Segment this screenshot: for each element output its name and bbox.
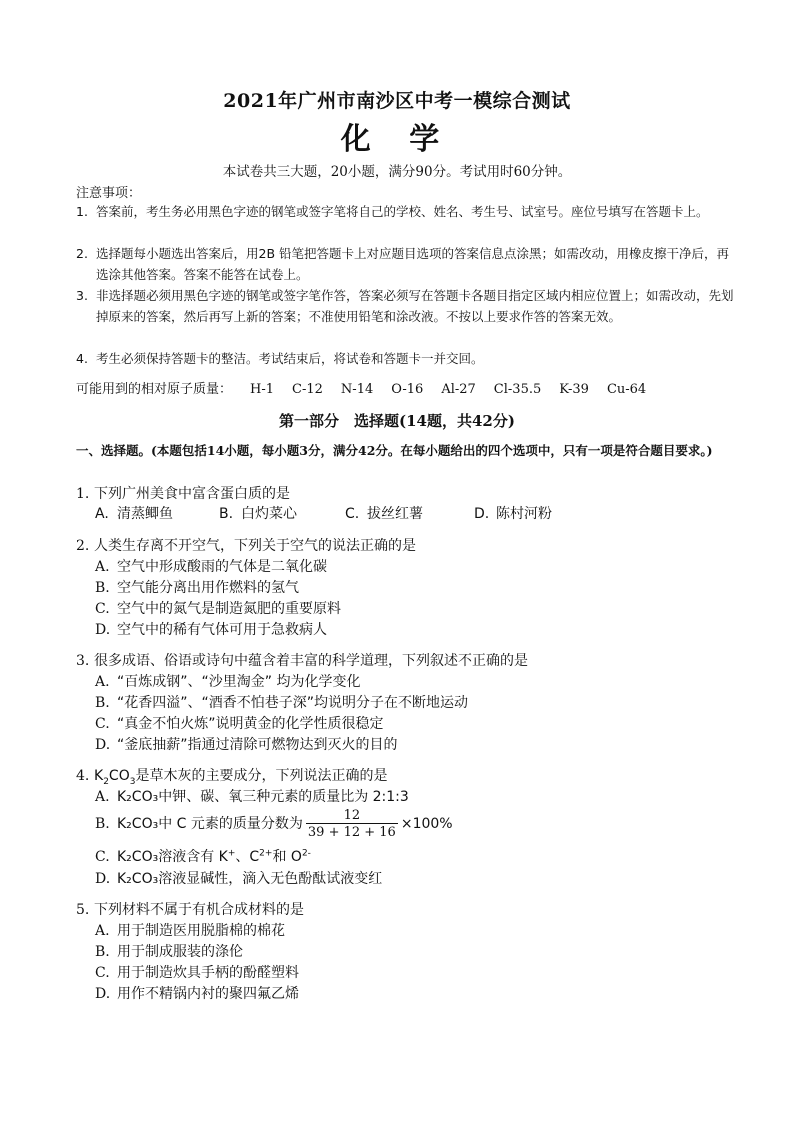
question-number: 4. (76, 768, 90, 784)
note-text: 考生必须保持答题卡的整洁。考试结束后，将试卷和答题卡一并交回。 (96, 351, 484, 366)
option-formula: K₂CO₃ (117, 789, 159, 805)
atomic-mass-value: K-39 (559, 382, 589, 397)
note-text: 选择题每小题选出答案后，用2B 铅笔把答题卡上对应题目选项的答案信息点涂黑；如需改动，用橡皮擦干净后，再选涂其他答案。答案不能答在试卷上。 (96, 246, 730, 282)
option-letter: B. (95, 580, 110, 596)
ion-charge: + (227, 848, 236, 859)
option-a[interactable] (95, 786, 409, 806)
option-b[interactable] (95, 692, 468, 712)
option-text: 空气中形成酸雨的气体是二氧化碳 (117, 559, 327, 575)
option-letter: C. (95, 716, 110, 732)
option-formula: K₂CO₃ (117, 871, 159, 887)
ion-charge: 2- (301, 848, 311, 859)
question-text: 下列材料不属于有机合成材料的是 (94, 902, 304, 918)
option-text: 空气中的稀有气体可用于急救病人 (117, 622, 327, 638)
option-formula: K₂CO₃ (117, 849, 159, 865)
question-number: 2. (76, 538, 90, 554)
note-item (76, 348, 738, 369)
note-number: 1. (76, 204, 88, 219)
option-letter: B. (219, 506, 234, 522)
option-letter: B. (95, 695, 110, 711)
option-letter: D. (95, 871, 111, 887)
option-letter: D. (95, 622, 111, 638)
option-formula: K₂CO₃ (117, 816, 159, 832)
option-text: 溶液含有 K (158, 849, 228, 865)
option-letter: C. (95, 601, 110, 617)
option-letter: C. (95, 849, 110, 865)
option-b[interactable] (95, 941, 243, 961)
fraction-denominator: 39 + 12 + 16 (307, 825, 396, 840)
option-text: 空气能分离出用作燃料的氢气 (117, 580, 299, 596)
atomic-mass-value: Cu-64 (606, 382, 647, 397)
option-letter: B. (95, 816, 110, 832)
option-text: 用于制造医用脱脂棉的棉花 (117, 923, 285, 939)
option-c[interactable] (345, 503, 423, 523)
option-letter: B. (95, 944, 110, 960)
question-text: 下列广州美食中富含蛋白质的是 (94, 486, 290, 502)
note-number: 2. (76, 246, 88, 261)
option-a[interactable] (95, 503, 173, 523)
formula-part: CO (108, 768, 130, 784)
question-number: 5. (76, 902, 90, 918)
option-c[interactable] (95, 713, 384, 733)
formula-part: K (94, 768, 104, 784)
option-letter: A. (95, 559, 110, 575)
option-text: 用于制成服装的涤伦 (117, 944, 243, 960)
option-b[interactable] (219, 503, 297, 523)
note-item (76, 285, 738, 327)
option-a[interactable] (95, 920, 285, 940)
option-a[interactable] (95, 671, 360, 691)
atomic-mass-value: C-12 (292, 382, 323, 397)
question-text: 是草木灰的主要成分，下列说法正确的是 (135, 768, 388, 784)
atomic-mass-value: Cl-35.5 (493, 382, 542, 397)
option-text: 陈村河粉 (496, 506, 552, 522)
option-text: 用作不精锅内衬的聚四氟乙烯 (117, 986, 299, 1002)
option-d[interactable] (95, 619, 327, 639)
fraction-numerator: 12 (343, 808, 361, 823)
option-text: 和 O (272, 849, 302, 865)
mass-fraction (306, 808, 398, 840)
option-d[interactable] (95, 868, 382, 888)
option-letter: A. (95, 923, 110, 939)
option-text: 白灼菜心 (241, 506, 297, 522)
option-c[interactable] (95, 598, 341, 618)
option-text: “真金不怕火炼”说明黄金的化学性质很稳定 (117, 716, 384, 732)
option-text: 清蒸鲫鱼 (117, 506, 173, 522)
option-text: 、C (235, 849, 260, 865)
option-letter: C. (345, 506, 360, 522)
option-letter: A. (95, 789, 110, 805)
note-number: 4. (76, 351, 88, 366)
question-4-stem (76, 765, 387, 787)
formula-subscript: 2 (103, 776, 109, 787)
notes-heading: 注意事项： (76, 186, 142, 201)
option-text: 拔丝红薯 (367, 506, 423, 522)
option-text: “釜底抽薪”指通过清除可燃物达到灭火的目的 (117, 737, 398, 753)
option-text: 用于制造炊具手柄的酚醛塑料 (117, 965, 299, 981)
option-d[interactable] (95, 734, 398, 754)
atomic-masses (76, 378, 646, 397)
option-text: 空气中的氮气是制造氮肥的重要原料 (117, 601, 341, 617)
question-5-stem (76, 899, 304, 919)
option-letter: C. (95, 965, 110, 981)
atomic-mass-value: O-16 (391, 382, 424, 397)
question-text: 人类生存离不开空气，下列关于空气的说法正确的是 (94, 538, 416, 554)
note-text: 答案前，考生务必用黑色字迹的钢笔或签字笔将自己的学校、姓名、考生号、试室号。座位号填写在答题卡上。 (96, 204, 709, 219)
percent-suffix: ×100% (400, 816, 453, 832)
note-item (76, 201, 738, 222)
atomic-mass-value: H-1 (250, 382, 275, 397)
note-number: 3. (76, 288, 88, 303)
note-text: 非选择题必须用黑色字迹的钢笔或签字笔作答，答案必须写在答题卡各题目指定区域内相应位置上；如需改动，先划掉原来的答案，然后再写上新的答案；不准使用铅笔和涂改液。不按以上要求作答的答案无效。 (96, 288, 734, 324)
atomic-mass-value: N-14 (340, 382, 374, 397)
question-3-stem (76, 650, 528, 670)
question-number: 3. (76, 653, 90, 669)
option-text: 中 C 元素的质量分数为 (158, 816, 303, 832)
exam-title: 2021年广州市南沙区中考一模综合测试 (223, 90, 571, 112)
ion-charge: 2+ (259, 848, 273, 859)
option-b[interactable] (95, 808, 453, 840)
question-1-stem (76, 483, 290, 503)
option-letter: D. (95, 737, 111, 753)
formula-subscript: 3 (129, 776, 136, 787)
subject-title: 化 学 (340, 122, 454, 157)
option-c[interactable] (95, 962, 299, 982)
option-letter: D. (474, 506, 490, 522)
option-text: 中钾、碳、氧三种元素的质量比为 2:1:3 (158, 789, 409, 805)
option-d[interactable] (95, 983, 299, 1003)
atomic-mass-value: Al-27 (441, 382, 476, 397)
option-text: “花香四溢”、“酒香不怕巷子深”均说明分子在不断地运动 (117, 695, 469, 711)
atomic-masses-label: 可能用到的相对原子质量： (76, 382, 233, 397)
option-letter: A. (95, 506, 109, 522)
option-letter: A. (95, 674, 110, 690)
option-d[interactable] (474, 503, 552, 523)
exam-summary: 本试卷共三大题，20小题，满分90分。考试用时60分钟。 (222, 164, 572, 180)
option-text: “百炼成钢”、“沙里淘金” 均为化学变化 (117, 674, 361, 690)
option-text: 溶液显碱性，滴入无色酚酞试液变红 (158, 871, 383, 887)
option-a[interactable] (95, 556, 327, 576)
section-instructions: 一、选择题。(本题包括14小题，每小题3分，满分42分。在每小题给出的四个选项中，只有一项是符合题目要求。) (76, 443, 713, 458)
question-number: 1. (76, 486, 90, 502)
part-one-title: 第一部分 选择题(14题，共42分) (279, 412, 515, 430)
option-letter: D. (95, 986, 111, 1002)
note-item (76, 243, 738, 285)
option-b[interactable] (95, 577, 299, 597)
question-2-stem (76, 535, 416, 555)
question-text: 很多成语、俗语或诗句中蕴含着丰富的科学道理，下列叙述不正确的是 (94, 653, 528, 669)
option-c[interactable] (95, 846, 311, 866)
